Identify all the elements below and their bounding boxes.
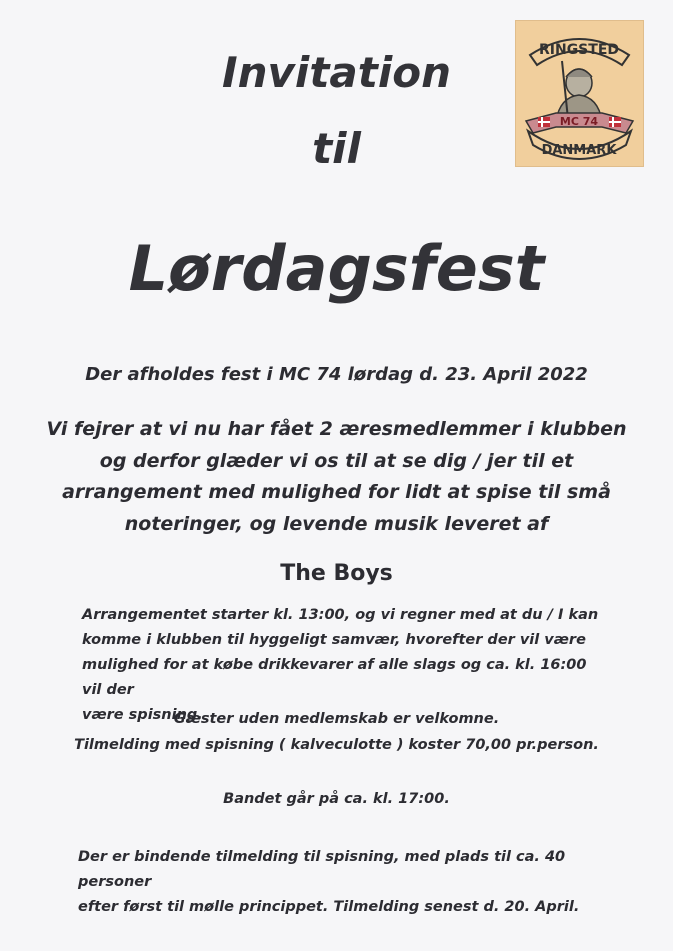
intro-line: arrangement med mulighed for lidt at spise til små: [62, 481, 611, 503]
band-time-line: Bandet går på ca. kl. 17:00.: [223, 791, 450, 807]
title-invitation: Invitation: [222, 48, 451, 97]
intro-line: og derfor glæder vi os til at se dig / jer til et: [99, 449, 574, 472]
closing-paragraph: [78, 845, 608, 920]
intro-paragraph: [40, 414, 633, 540]
event-date-line: Der afholdes fest i MC 74 lørdag d. 23. April 2022: [85, 364, 588, 385]
signup-price-line: Tilmelding med spisning ( kalveculotte ) koster 70,00 pr.person.: [74, 737, 599, 753]
details-line: mulighed for at købe drikkevarer af alle slags og ca. kl. 16:00 vil der: [82, 657, 587, 698]
intro-line: Vi fejrer at vi nu har fået 2 æresmedlemmer i klubben: [46, 418, 627, 440]
details-line: Arrangementet starter kl. 13:00, og vi regner med at du / I kan: [82, 607, 599, 623]
guests-welcome-line: Gæster uden medlemskab er velkomne.: [173, 711, 500, 727]
closing-line: Der er bindende tilmelding til spisning, med plads til ca. 40 personer: [78, 849, 566, 890]
band-name: The Boys: [280, 561, 393, 586]
logo-middle-text: MC 74: [559, 115, 599, 128]
details-line: komme i klubben til hyggeligt samvær, hvorefter der vil være: [82, 632, 586, 648]
title-til: til: [312, 124, 361, 173]
logo-top-text: RINGSTED: [538, 42, 620, 58]
closing-line: efter først til mølle princippet. Tilmelding senest d. 20. April.: [78, 899, 580, 915]
title-lordagsfest: Lørdagsfest: [128, 232, 545, 305]
details-paragraph: [82, 603, 602, 728]
logo-bottom-text: DANMARK: [541, 143, 617, 158]
details-line: være spisning.: [82, 707, 203, 723]
intro-line: noteringer, og levende musik leveret af: [124, 512, 549, 535]
